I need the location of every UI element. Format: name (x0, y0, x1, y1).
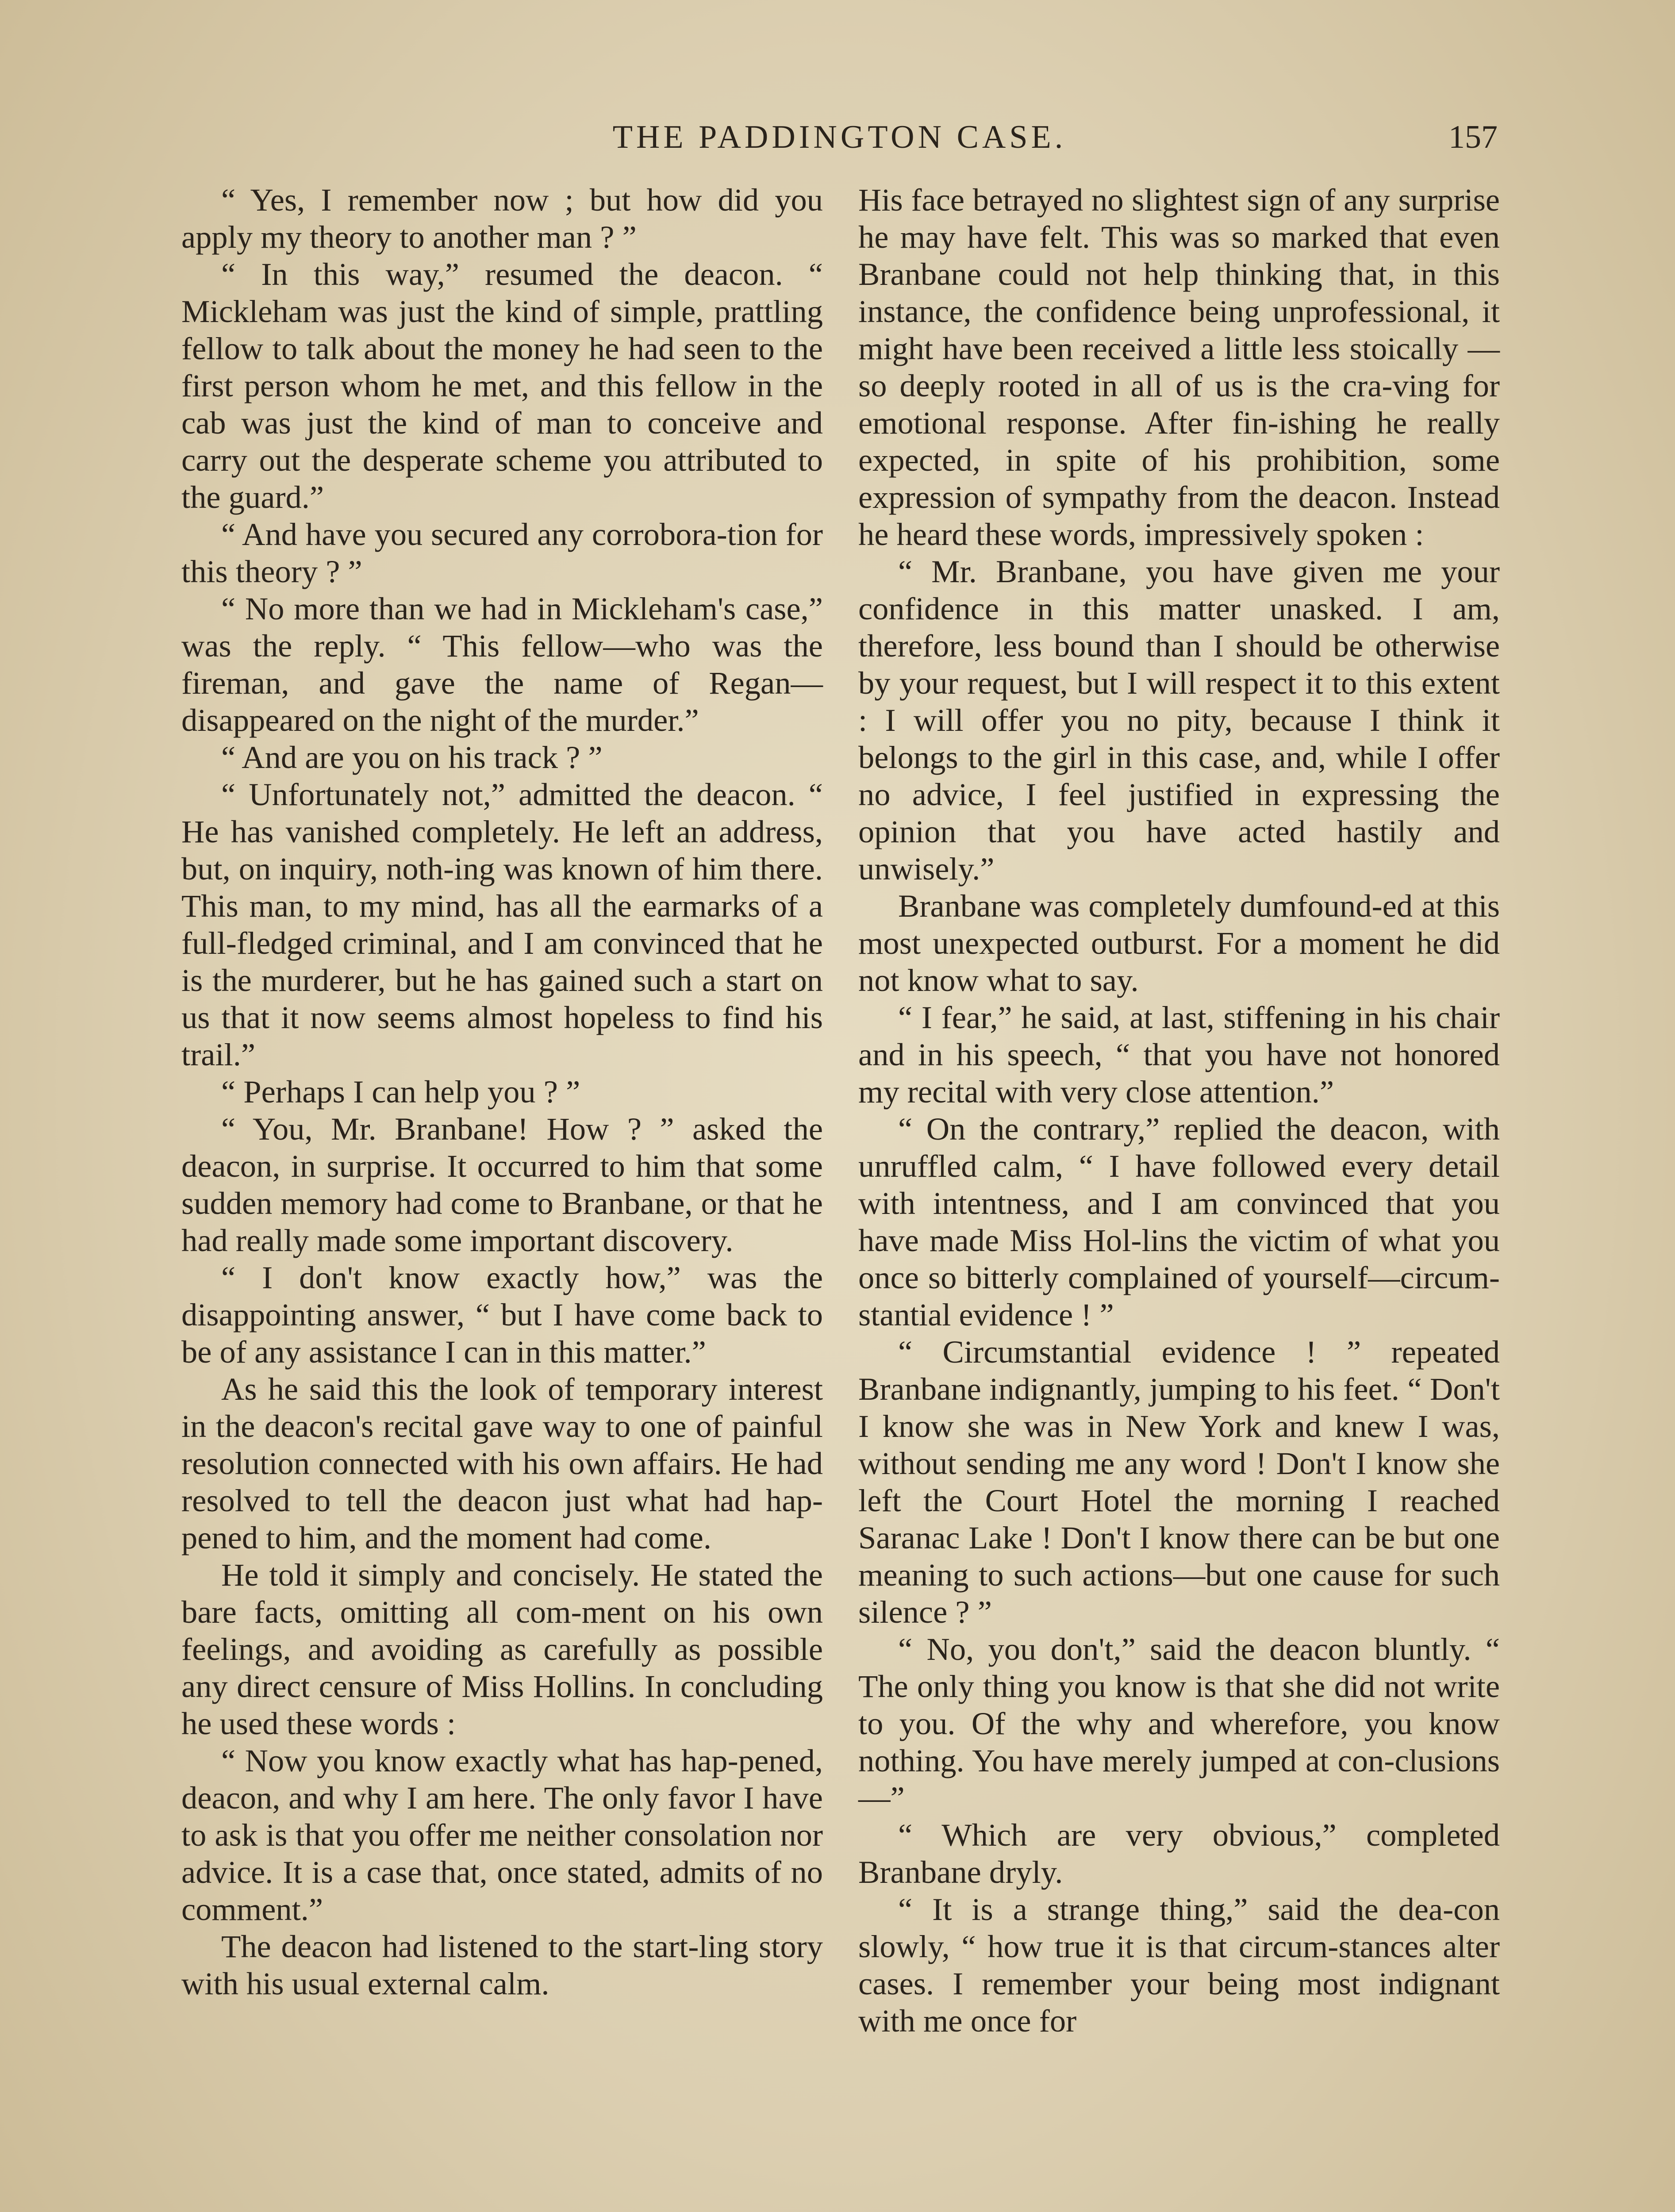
paragraph: Branbane was completely dumfound-ed at this most unexpected outburst. For a moment he did not know what to say. (858, 888, 1500, 998)
right-column (858, 181, 1500, 2039)
paragraph: “ Now you know exactly what has hap-pened, deacon, and why I am here. The only favor I have to ask is that you offer me neither consolation nor advice. It is a case that, once stated, admits of no comment.” (181, 1743, 823, 1927)
paragraph: “ Circumstantial evidence ! ” repeated Branbane indignantly, jumping to his feet. “ Don't I know she was in New York and knew I was, without sending me any word ! Don't I know she left the Court Hotel the morning I reached Saranac Lake ! Don't I know there can be but one meaning to such actions—but one cause for such silence ? ” (858, 1334, 1500, 1630)
paragraph: “ Which are very obvious,” completed Branbane dryly. (858, 1817, 1500, 1890)
paragraph: As he said this the look of temporary interest in the deacon's recital gave way to one of painful resolution connected with his own affairs. He had resolved to tell the deacon just what had hap-pened to him, and the moment had come. (181, 1371, 823, 1555)
paragraph: “ No more than we had in Mickleham's case,” was the reply. “ This fellow—who was the fireman, and gave the name of Regan—disappeared on the night of the murder.” (181, 591, 823, 738)
paragraph: “ On the contrary,” replied the deacon, with unruffled calm, “ I have followed every detail with intentness, and I am convinced that you have made Miss Hol-lins the victim of what you once so bitterly complained of yourself—circum-stantial evidence ! ” (858, 1111, 1500, 1333)
paragraph: “ And have you secured any corrobora-tion for this theory ? ” (181, 516, 823, 589)
paragraph: “ I don't know exactly how,” was the disappointing answer, “ but I have come back to be of any assistance I can in this matter.” (181, 1260, 823, 1370)
paragraph: “ Perhaps I can help you ? ” (221, 1074, 580, 1110)
paragraph: “ I fear,” he said, at last, stiffening in his chair and in his speech, “ that you have not honored my recital with very close attention.” (858, 999, 1500, 1110)
paragraph: “ It is a strange thing,” said the dea-con slowly, “ how true it is that circum-stances alter cases. I remember your being most indignant with me once for (858, 1891, 1500, 2039)
paragraph: “ In this way,” resumed the deacon. “ Mickleham was just the kind of simple, prattling fellow to talk about the money he had seen to the first person whom he met, and this fellow in the cab was just the kind of man to conceive and carry out the desperate scheme you attributed to the guard.” (181, 256, 823, 515)
paragraph: The deacon had listened to the start-ling story with his usual external calm. (181, 1928, 823, 2001)
page-header (181, 113, 1498, 161)
paragraph: “ Unfortunately not,” admitted the deacon. “ He has vanished completely. He left an address, but, on inquiry, noth-ing was known of him there. This man, to my mind, has all the earmarks of a full-fledged criminal, and I am convinced that he is the murderer, but he has gained such a start on us that it now seems almost hopeless to find his trail.” (181, 776, 823, 1072)
running-title: THE PADDINGTON CASE. (612, 119, 1067, 155)
page-number: 157 (1448, 119, 1498, 155)
paragraph: “ No, you don't,” said the deacon bluntly. “ The only thing you know is that she did not write to you. Of the why and wherefore, you know nothing. You have merely jumped at con-clusions—” (858, 1631, 1500, 1816)
paragraph-continued: His face betrayed no slightest sign of any surprise he may have felt. This was so marked that even Branbane could not help thinking that, in this instance, the confidence being unprofessional, it might have been received a little less stoically —so deeply rooted in all of us is the cra-ving for emotional response. After fin-ishing he really expected, in spite of his prohibition, some expression of sympathy from the deacon. Instead he heard these words, impressively spoken : (858, 182, 1500, 552)
paragraph: He told it simply and concisely. He stated the bare facts, omitting all com-ment on his own feelings, and avoiding as carefully as possible any direct censure of Miss Hollins. In concluding he used these words : (181, 1557, 823, 1741)
paragraph: “ Mr. Branbane, you have given me your confidence in this matter unasked. I am, therefore, less bound than I should be otherwise by your request, but I will respect it to this extent : I will offer you no pity, because I think it belongs to the girl in this case, and, while I offer no advice, I feel justified in expressing the opinion that you have acted hastily and unwisely.” (858, 553, 1500, 887)
paragraph: “ Yes, I remember now ; but how did you apply my theory to another man ? ” (181, 182, 823, 255)
paragraph: “ You, Mr. Branbane! How ? ” asked the deacon, in surprise. It occurred to him that some sudden memory had come to Branbane, or that he had really made some important discovery. (181, 1111, 823, 1258)
left-column (181, 181, 823, 2002)
paragraph: “ And are you on his track ? ” (221, 739, 603, 775)
